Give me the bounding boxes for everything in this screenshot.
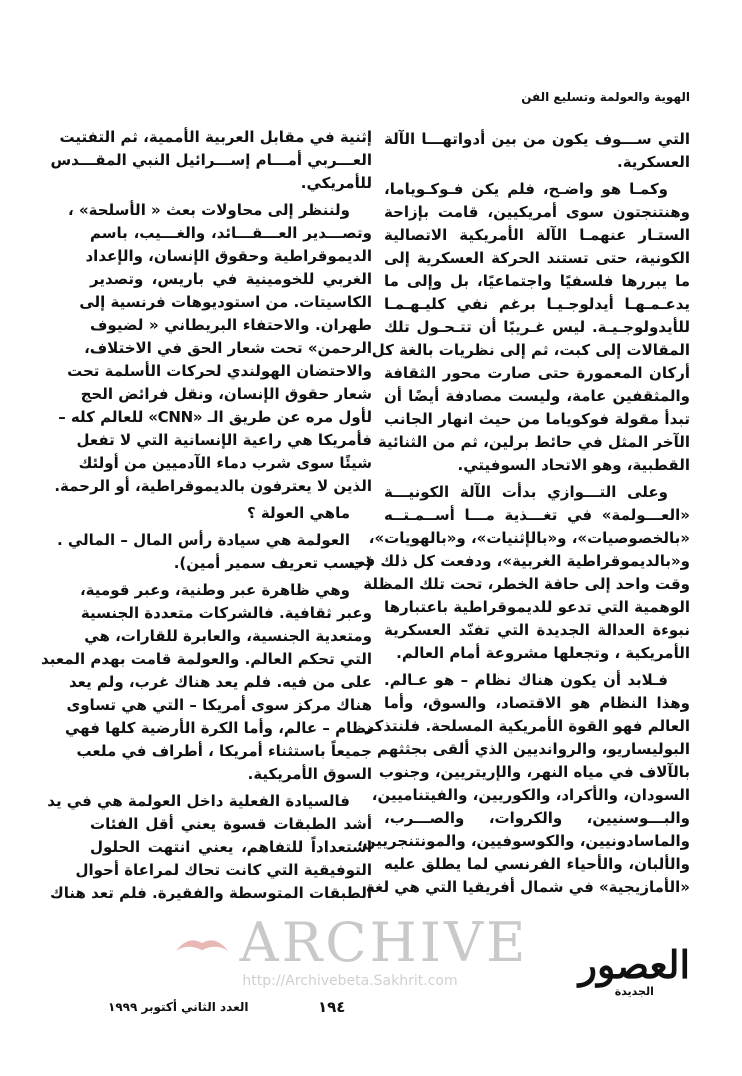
watermark-row: [130, 911, 570, 974]
text-line: ماهي العولة ؟: [246, 504, 350, 522]
text-line: (حسب تعريف سمير أمين).: [173, 554, 372, 572]
text-line: شعار حقوق الإنسان، ونقل فرائض الحج: [80, 385, 372, 403]
text-line: إثنية في مقابل العربية الأممية، ثم التفتيت: [59, 128, 372, 146]
text-line: تبدأ مقولة فوكوياما من حيث انهار الجانب: [384, 410, 690, 428]
text-line: الديموقراطية وحقوق الإنسان، والإعداد: [85, 247, 372, 265]
text-line: و«بالديموقراطية الغربية»، ودفعت كل ذلك في: [350, 552, 690, 570]
logo-main: العصور: [578, 942, 690, 987]
text-line: فـلابد أن يكون هناك نظام – هو عـالم.: [384, 671, 668, 689]
text-line: جميعاً باستثناء أمريكا ، أطراف في ملعب: [76, 742, 372, 760]
text-line: العـــربي أمـــام إســـرائيل النبي المقـــدس: [50, 151, 372, 169]
text-line: لأول مره عن طريق الـ «CNN» للعالم كله –: [58, 408, 372, 426]
magazine-logo: [578, 942, 690, 998]
text-line: وهذا النظام هو الاقتصاد، والسوق، وأما: [384, 694, 690, 712]
text-line: يدعـمـهـا أيدلوجـيـا برغم نفي كليـهـمـا: [384, 295, 690, 313]
text-line: التي ســـوف يكون من بين أدواتهـــا الآلة: [384, 130, 690, 148]
text-line: التوفيقية التي كانت تحاك لمراعاة أحوال: [75, 861, 372, 879]
text-line: والبـــوسنيين، والكروات، والصـــرب،: [384, 809, 690, 827]
text-line: بالآلاف في مياه النهر، والإريتريين، وجنوب: [378, 763, 690, 781]
text-line: والألبان، والأحياء الفرنسي لما يطلق عليه: [384, 855, 690, 873]
text-line: ومتعدية الجنسية، والعابرة للقارات، هي: [84, 627, 372, 645]
text-line: والماسادونيين، والكوسوفيين، والمونتنجريين،: [357, 832, 690, 850]
paragraph: [384, 128, 690, 174]
text-line: نظام – عالم، وأما الكرة الأرضية كلها فهي: [64, 719, 372, 737]
text-line: ولننظر إلى محاولات بعث « الأسلحة» ،: [68, 201, 350, 219]
text-line: «العـــولمة» في تغـــذية مـــا أســمـتــه: [384, 506, 690, 524]
text-line: الأمريكية ، وتجعلها مشروعة أمام العالم.: [396, 644, 690, 662]
text-line: الآخر المثل في حائط برلين، ثم من الثنائية: [377, 433, 690, 451]
text-line: العسكرية.: [617, 153, 690, 171]
text-line: القطبية، وهو الاتحاد السوفيتي.: [457, 456, 690, 474]
paragraph: [41, 579, 372, 786]
text-line: المقالات إلى كبت، ثم إلى نظريات بالغة كل: [371, 341, 690, 359]
paragraph: [371, 178, 690, 477]
text-line: العالم فهو القوة الأمريكية المسلحة. فلنتذكر: [365, 717, 690, 735]
issue-label: العدد الثاني أكتوبر ١٩٩٩: [108, 1000, 249, 1014]
text-line: والاحتضان الهولندي لحركات الأسلمة تحت: [67, 362, 372, 380]
text-line: الذين لا يعترفون بالديموقراطية، أو الرحمة.: [54, 477, 372, 495]
text-line: فالسيادة الفعلية داخل العولمة هي في يد: [47, 792, 350, 810]
text-line: البوليساريو، والروانديين الذي ألقى بجثثهم: [377, 740, 690, 758]
text-line: هناك مركز سوى أمريكا – التي هي تساوى: [66, 696, 372, 714]
text-line: «الأمازيجية» في شمال أفريقيا التي هي لغة: [365, 878, 690, 896]
paragraph: [350, 481, 690, 665]
text-line: وهي ظاهرة عبر وطنية، وعبر قومية،: [79, 581, 350, 599]
text-line: الكاسيتات. من استوديوهات فرنسية إلى: [79, 293, 372, 311]
watermark-url: http://Archivebeta.Sakhrit.com: [242, 973, 458, 989]
text-line: وكمـا هو واضـح، فلم يكن فـوكـوياما،: [384, 180, 668, 198]
text-line: طهران. والاحتفاء البريطاني « لضيوف: [90, 316, 372, 334]
text-line: الوهمية التي تدعو للديموقراطية باعتبارها: [384, 598, 690, 616]
text-line: والمثقفين عامة، وليست مصادفة أيضًا أن: [384, 387, 690, 405]
right-column: [350, 128, 690, 903]
paragraph: [90, 502, 372, 525]
paragraph: [357, 669, 690, 899]
paragraph: [54, 199, 372, 498]
watermark-word: ARCHIVE: [239, 911, 529, 974]
text-line: أركان المعمورة حتى صارت محور الثقافة: [384, 364, 690, 382]
text-line: العولمة هي سيادة رأس المال – المالي .: [56, 531, 350, 549]
text-line: نبوءة العدالة الجديدة التي تفنّد العسكرية: [384, 621, 690, 639]
text-line: وعلى التـــوازي بدأت الآلة الكونيـــة: [384, 483, 668, 501]
text-line: الطبقات المتوسطة والفقيرة. فلم تعد هناك: [49, 884, 372, 902]
text-line: شيئًا سوى شرب دماء الآدميين من أولئك: [78, 454, 372, 472]
text-line: فأمريكا هي راعية الإنسانية التي لا تفعل: [76, 431, 372, 449]
text-line: وعبر ثقافية. فالشركات متعددة الجنسية: [80, 604, 372, 622]
text-line: الستـار عنهمـا الآلة الأمريكية الاتصالية: [384, 226, 690, 244]
left-column: [41, 126, 372, 909]
text-line: السودان، والأكراد، والكوريين، والفيتناميين،: [371, 786, 690, 804]
text-line: وهنتنجتون سوى أمريكيين، قامت بإزاحة: [384, 203, 690, 221]
text-line: السوق الأمريكية.: [247, 765, 372, 783]
text-line: الغربي للخومينية في باريس، وتصدير: [90, 270, 372, 288]
text-line: التي تحكم العالم. والعولمة قامت بهدم المعبد: [41, 650, 372, 668]
paragraph: [47, 790, 372, 905]
page-number: ١٩٤: [318, 998, 346, 1016]
text-line: على من فيه. فلم يعد هناك غرب، ولم يعد: [68, 673, 372, 691]
running-title: الهوية والعولمة وتسليع الفن: [521, 90, 690, 104]
text-line: الرحمن» تحت شعار الحق في الاختلاف،: [84, 339, 372, 357]
logo-sub: الجديدة: [614, 985, 654, 998]
book-logo-icon: [172, 928, 232, 958]
archive-watermark: [130, 911, 570, 990]
paragraph: [50, 126, 372, 195]
text-line: للأمريكي.: [300, 174, 372, 192]
text-line: وقت واحد إلى حافة الخطر، تحت تلك المظلة: [363, 575, 690, 593]
text-line: أشد الطبقات قسوة يعني أقل الفئات: [90, 815, 372, 833]
text-line: للأيدولوجـيـة. ليس غـريبًا أن تتـحـول تلك: [384, 318, 690, 336]
paragraph: [56, 529, 372, 575]
text-line: ما يبررها فلسفيًا واجتماعيًا، بل وإلى ما: [384, 272, 690, 290]
text-line: الكونية، حتى تستند الحركة العسكرية إلى: [384, 249, 690, 267]
text-line: وتصـــدير العـــقـــائد، والغـــيب، باسم: [90, 224, 372, 242]
text-line: استعداداً للتفاهم، يعني انتهت الحلول: [90, 838, 372, 856]
text-line: «بالخصوصيات»، و«بالإثنيات»، و«بالهويات»،: [368, 529, 690, 547]
